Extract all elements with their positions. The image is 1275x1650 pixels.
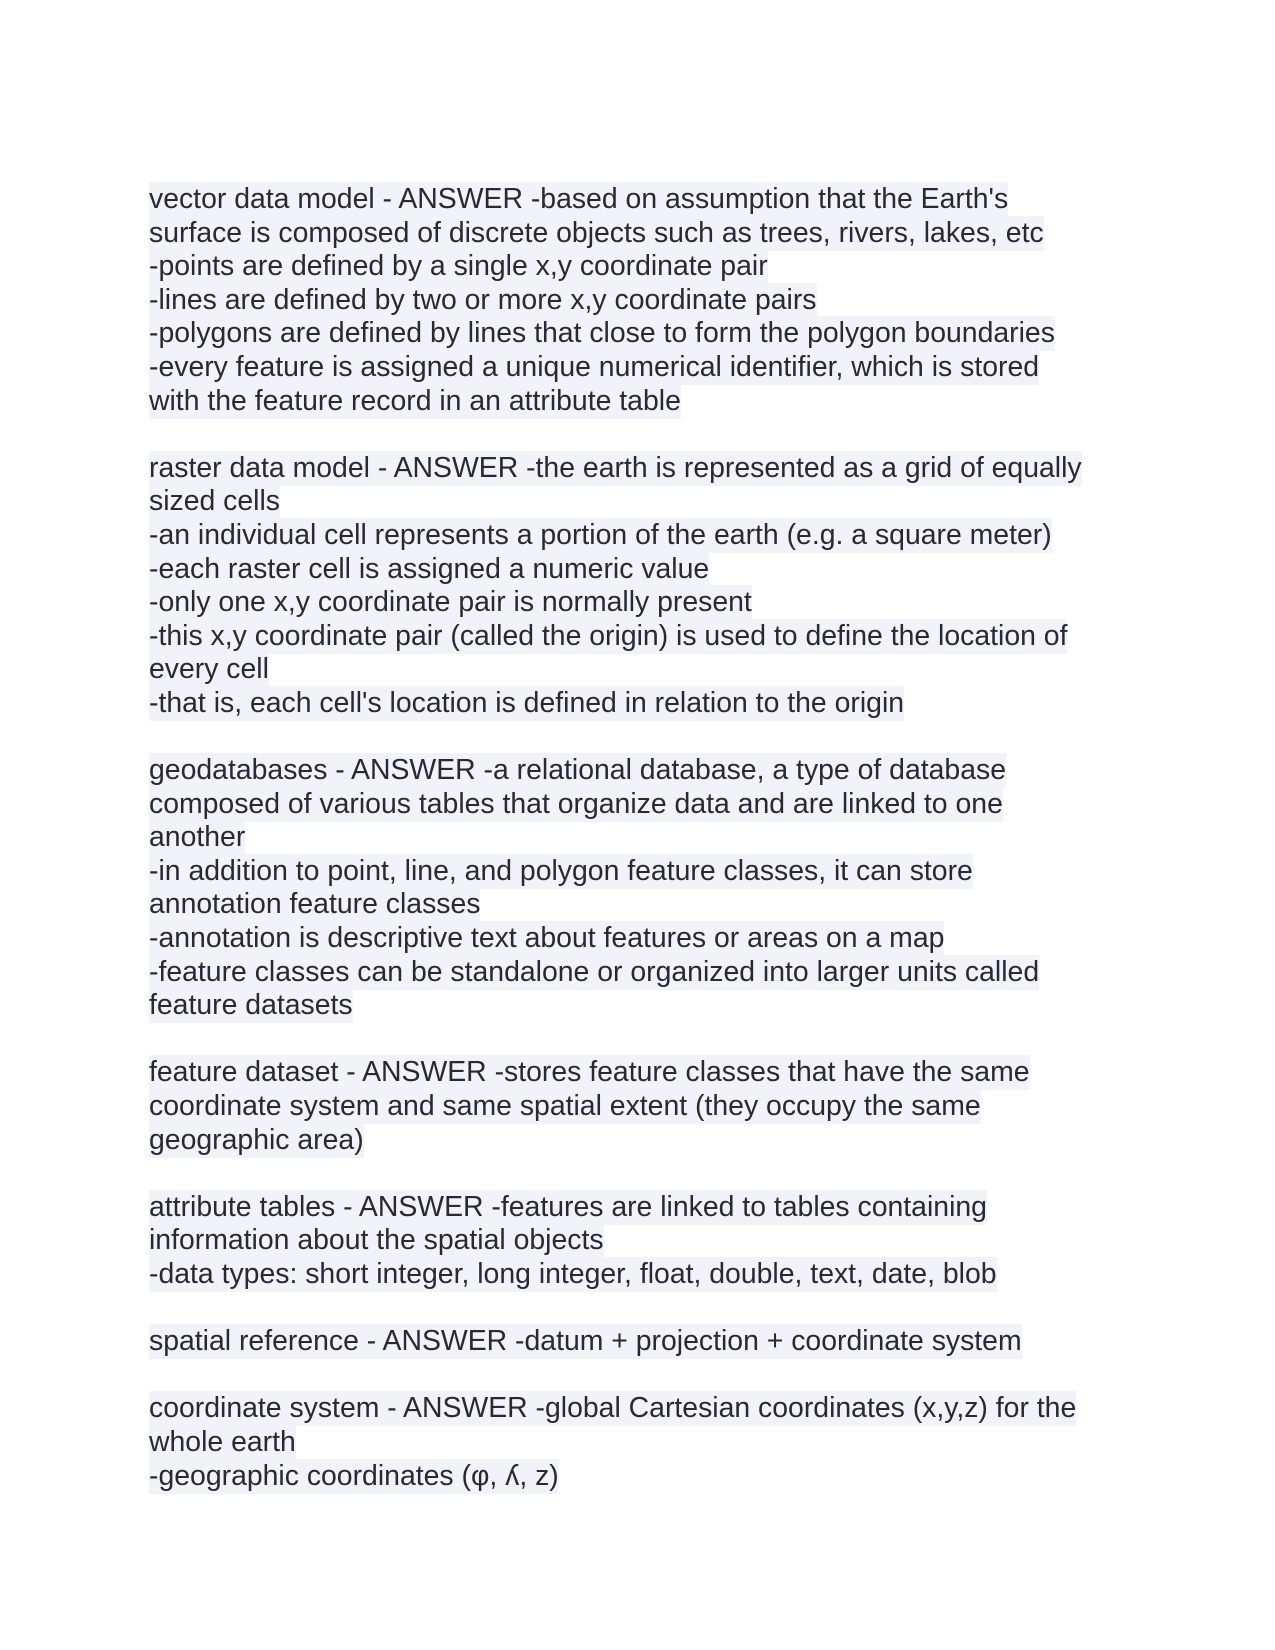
line-text: annotation feature classes	[149, 888, 481, 921]
document-content	[149, 183, 1129, 1527]
entry-line	[149, 284, 1129, 318]
line-text: sized cells	[149, 485, 280, 518]
entry-line	[149, 351, 1129, 385]
entry-line	[149, 888, 1129, 922]
line-text: raster data model - ANSWER -the earth is represented as a grid of equally	[149, 451, 1082, 484]
entry-line	[149, 620, 1129, 654]
line-text: information about the spatial objects	[149, 1224, 604, 1257]
line-text: -each raster cell is assigned a numeric value	[149, 552, 710, 585]
entry-line	[149, 317, 1129, 351]
entry-line	[149, 788, 1129, 822]
entry-line	[149, 821, 1129, 855]
entry-geodatabases	[149, 754, 1129, 1023]
line-text: -an individual cell represents a portion of the earth (e.g. a square meter)	[149, 518, 1052, 551]
line-text: -that is, each cell's location is defined in relation to the origin	[149, 686, 905, 719]
line-text: with the feature record in an attribute table	[149, 384, 681, 417]
line-text: composed of various tables that organize data and are linked to one	[149, 787, 1003, 820]
entry-line	[149, 956, 1129, 990]
entry-line	[149, 653, 1129, 687]
entry-line	[149, 519, 1129, 553]
entry-line	[149, 1124, 1129, 1158]
line-text: spatial reference - ANSWER -datum + projection + coordinate system	[149, 1325, 1022, 1358]
line-text: another	[149, 821, 246, 854]
line-text: -in addition to point, line, and polygon feature classes, it can store	[149, 854, 973, 887]
entry-line	[149, 1325, 1129, 1359]
entry-line	[149, 183, 1129, 217]
line-text: surface is composed of discrete objects such as trees, rivers, lakes, etc	[149, 216, 1044, 249]
entry-vector-data-model	[149, 183, 1129, 418]
entry-line	[149, 553, 1129, 587]
line-text: geographic area)	[149, 1123, 364, 1156]
line-text: attribute tables - ANSWER -features are linked to tables containing	[149, 1190, 987, 1223]
line-text: -only one x,y coordinate pair is normally present	[149, 586, 752, 619]
entry-line	[149, 1090, 1129, 1124]
line-text: every cell	[149, 653, 269, 686]
line-text: coordinate system and same spatial extent (they occupy the same	[149, 1090, 981, 1123]
entry-raster-data-model	[149, 452, 1129, 721]
line-text: -feature classes can be standalone or organized into larger units called	[149, 955, 1040, 988]
entry-line	[149, 1056, 1129, 1090]
entry-line	[149, 250, 1129, 284]
entry-line	[149, 855, 1129, 889]
line-text: coordinate system - ANSWER -global Cartesian coordinates (x,y,z) for the	[149, 1392, 1077, 1425]
line-text: -lines are defined by two or more x,y coordinate pairs	[149, 283, 817, 316]
entry-line	[149, 687, 1129, 721]
line-text: feature dataset - ANSWER -stores feature classes that have the same	[149, 1056, 1030, 1089]
entry-line	[149, 1392, 1129, 1426]
entry-line	[149, 586, 1129, 620]
entry-line	[149, 1258, 1129, 1292]
entry-line	[149, 1191, 1129, 1225]
entry-feature-dataset	[149, 1056, 1129, 1157]
line-text: -annotation is descriptive text about features or areas on a map	[149, 922, 945, 955]
entry-line	[149, 754, 1129, 788]
line-text: feature datasets	[149, 989, 353, 1022]
line-text: -this x,y coordinate pair (called the origin) is used to define the location of	[149, 619, 1068, 652]
entry-line	[149, 1460, 1129, 1494]
entry-spatial-reference	[149, 1325, 1129, 1359]
entry-line	[149, 485, 1129, 519]
line-text: -geographic coordinates (φ, ʎ, z)	[149, 1459, 559, 1492]
line-text: vector data model - ANSWER -based on assumption that the Earth's	[149, 183, 1009, 215]
line-text: -every feature is assigned a unique numerical identifier, which is stored	[149, 350, 1040, 383]
line-text: whole earth	[149, 1425, 296, 1458]
line-text: -data types: short integer, long integer, float, double, text, date, blob	[149, 1258, 997, 1290]
entry-line	[149, 385, 1129, 419]
entry-line	[149, 1426, 1129, 1460]
entry-coordinate-system	[149, 1392, 1129, 1493]
entry-line	[149, 217, 1129, 251]
entry-line	[149, 1224, 1129, 1258]
line-text: -points are defined by a single x,y coordinate pair	[149, 250, 768, 283]
entry-line	[149, 989, 1129, 1023]
entry-attribute-tables	[149, 1191, 1129, 1292]
line-text: geodatabases - ANSWER -a relational database, a type of database	[149, 754, 1006, 787]
line-text: -polygons are defined by lines that close to form the polygon boundaries	[149, 317, 1055, 350]
entry-line	[149, 922, 1129, 956]
entry-line	[149, 452, 1129, 486]
